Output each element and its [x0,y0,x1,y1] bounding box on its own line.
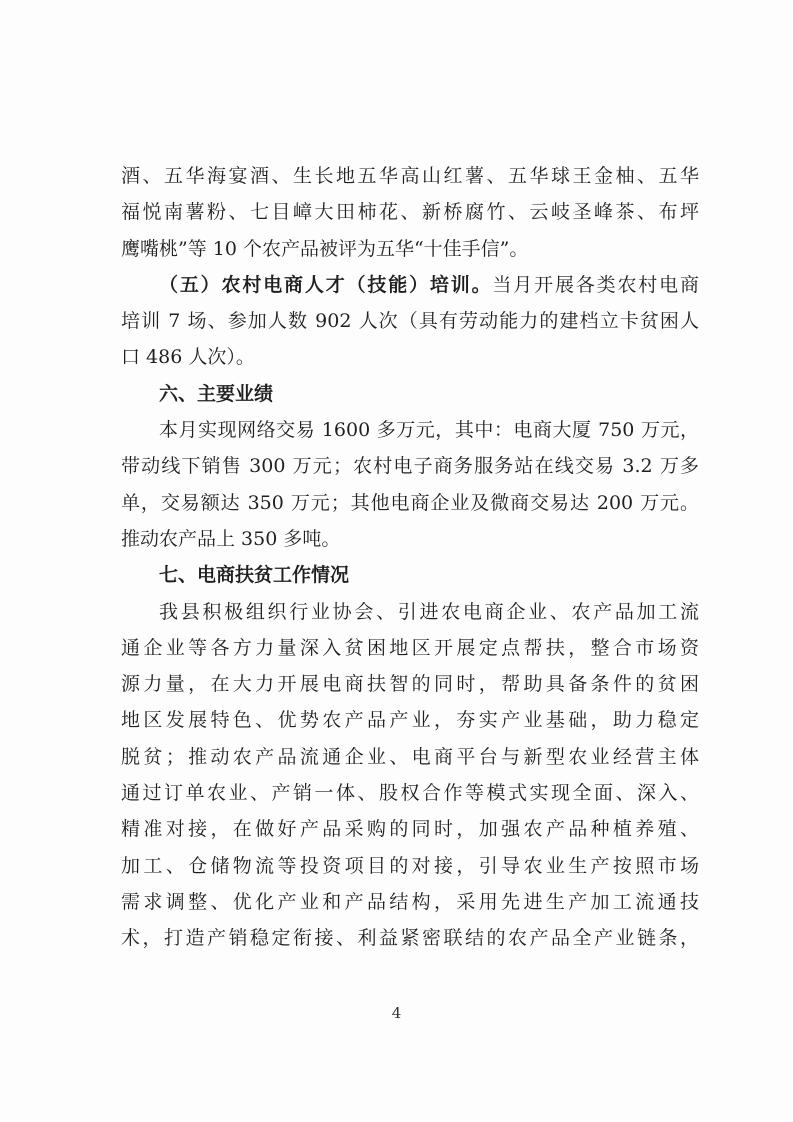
body-line: 福悦南薯粉、七目嶂大田柿花、新桥腐竹、云岐圣峰茶、布坪 [121,201,699,224]
body-line: 地区发展特色、优势农产品产业，夯实产业基础，助力稳定 [121,709,699,732]
body-line: 精准对接，在做好产品采购的同时，加强农产品种植养殖、 [121,818,699,841]
body-line: 脱贫；推动农产品流通企业、电商平台与新型农业经营主体 [121,745,699,768]
body-line: 需求调整、优化产业和产品结构，采用先进生产加工流通技 [121,890,699,913]
body-line: 带动线下销售 300 万元；农村电子商务服务站在线交易 3.2 万多 [121,455,699,478]
body-line: 通过订单农业、产销一体、股权合作等模式实现全面、深入、 [121,782,699,805]
body-line: 本月实现网络交易 1600 多万元，其中：电商大厦 750 万元， [159,419,699,442]
section-6-heading: 六、主要业绩 [159,382,274,405]
section-5-first-line-text: 当月开展各类农村电商 [492,273,699,296]
body-line: 单，交易额达 350 万元；其他电商企业及微商交易达 200 万元。 [121,491,699,514]
body-line: 口 486 人次）。 [121,346,255,369]
body-line: 推动农产品上 350 多吨。 [121,527,341,550]
body-line: 源力量，在大力开展电商扶智的同时，帮助具备条件的贫困 [121,673,699,696]
body-line: 加工、仓储物流等投资项目的对接，引导农业生产按照市场 [121,854,699,877]
document-body [121,158,699,957]
body-line: 酒、五华海宴酒、生长地五华高山红薯、五华球王金柚、五华 [121,165,699,187]
page-number: 4 [391,1004,402,1022]
body-line: 鹰嘴桃”等 10 个农产品被评为五华“十佳手信”。 [121,237,529,260]
body-line: 我县积极组织行业协会、引进农电商企业、农产品加工流 [159,600,699,623]
section-5-heading: （五）农村电商人才（技能）培训。 [159,273,493,296]
body-line: 培训 7 场、参加人数 902 人次（具有劳动能力的建档立卡贫困人 [121,310,699,333]
section-5-first-line [121,267,699,303]
body-line: 术，打造产销稳定衔接、利益紧密联结的农产品全产业链条， [121,927,699,950]
body-line: 通企业等各方力量深入贫困地区开展定点帮扶，整合市场资 [121,636,699,659]
section-7-heading: 七、电商扶贫工作情况 [159,564,350,587]
